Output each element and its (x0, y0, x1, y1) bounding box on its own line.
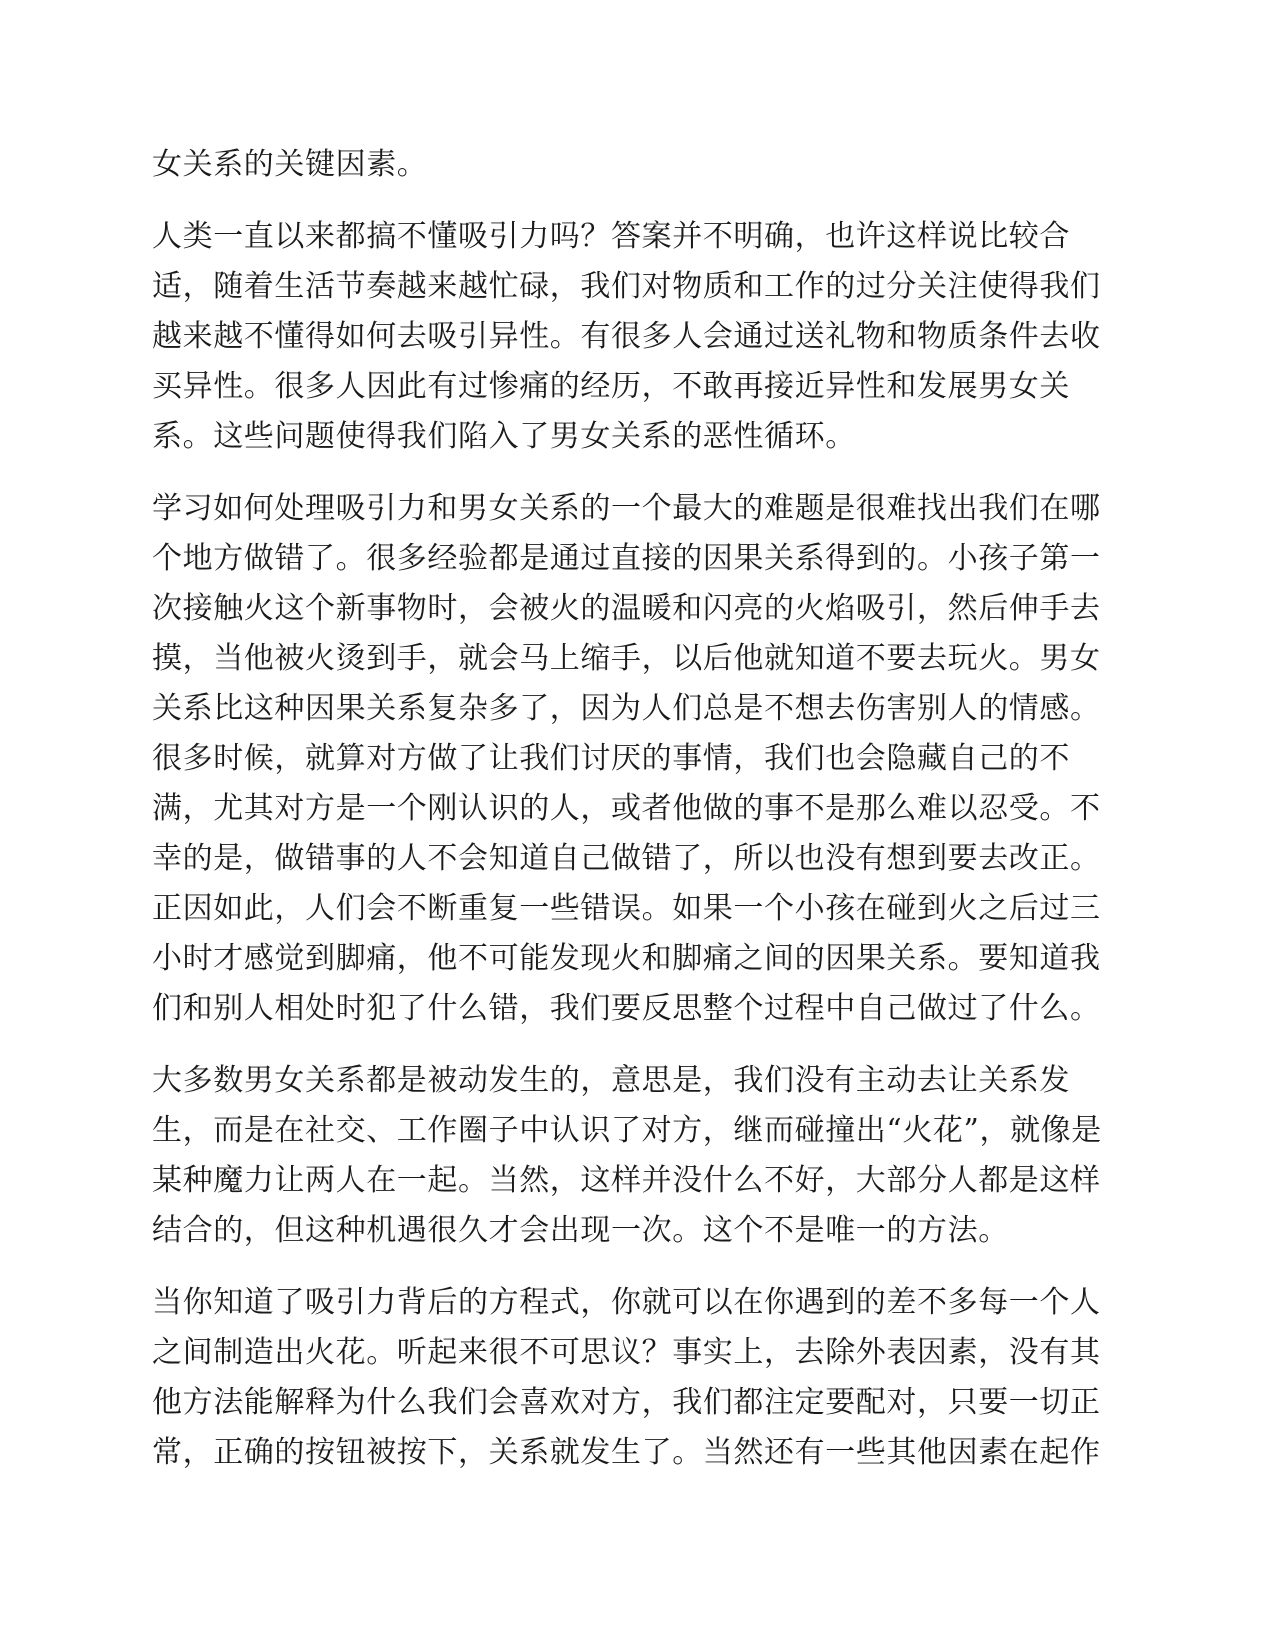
document-body (152, 140, 1124, 1500)
paragraph-5: 当你知道了吸引力背后的方程式，你就可以在你遇到的差不多每一个人 之间制造出火花。听起来很不可思议？事实上，去除外表因素，没有其 他方法能解释为什么我们会喜欢对方，我们都注定要配对，只要一切正 常，正确的按钮被按下，关系就发生了。当然还有一些其他因素在起作 (152, 1285, 1101, 1470)
paragraph-3: 学习如何处理吸引力和男女关系的一个最大的难题是很难找出我们在哪 个地方做错了。很多经验都是通过直接的因果关系得到的。小孩子第一 次接触火这个新事物时，会被火的温暖和闪亮的火焰吸引，然后伸手去 摸，当他被火烫到手，就会马上缩手，以后他就知道不要去玩火。男女 关系比这种因果关系复杂多了，因为人们总是不想去伤害别人的情感。 很多时候，就算对方做了让我们讨厌的事情，我们也会隐藏自己的不 满，尤其对方是一个刚认识的人，或者他做的事不是那么难以忍受。不 幸的是，做错事的人不会知道自己做错了，所以也没有想到要去改正。 正因如此，人们会不断重复一些错误。如果一个小孩在碰到火之后过三 小时才感觉到脚痛，他不可能发现火和脚痛之间的因果关系。要知道我 们和别人相处时犯了什么错，我们要反思整个过程中自己做过了什么。 (152, 491, 1101, 1026)
paragraph-1: 女关系的关键因素。 (152, 147, 428, 182)
paragraph-2: 人类一直以来都搞不懂吸引力吗？答案并不明确，也许这样说比较合 适，随着生活节奏越来越忙碌，我们对物质和工作的过分关注使得我们 越来越不懂得如何去吸引异性。有很多人会通过送礼物和物质条件去收 买异性。很多人因此有过惨痛的经历，不敢再接近异性和发展男女关 系。这些问题使得我们陷入了男女关系的恶性循环。 (152, 219, 1101, 454)
paragraph-4: 大多数男女关系都是被动发生的，意思是，我们没有主动去让关系发 生，而是在社交、工作圈子中认识了对方，继而碰撞出“火花”，就像是 某种魔力让两人在一起。当然，这样并没什么不好，大部分人都是这样 结合的，但这种机遇很久才会出现一次。这个不是唯一的方法。 (152, 1063, 1102, 1248)
